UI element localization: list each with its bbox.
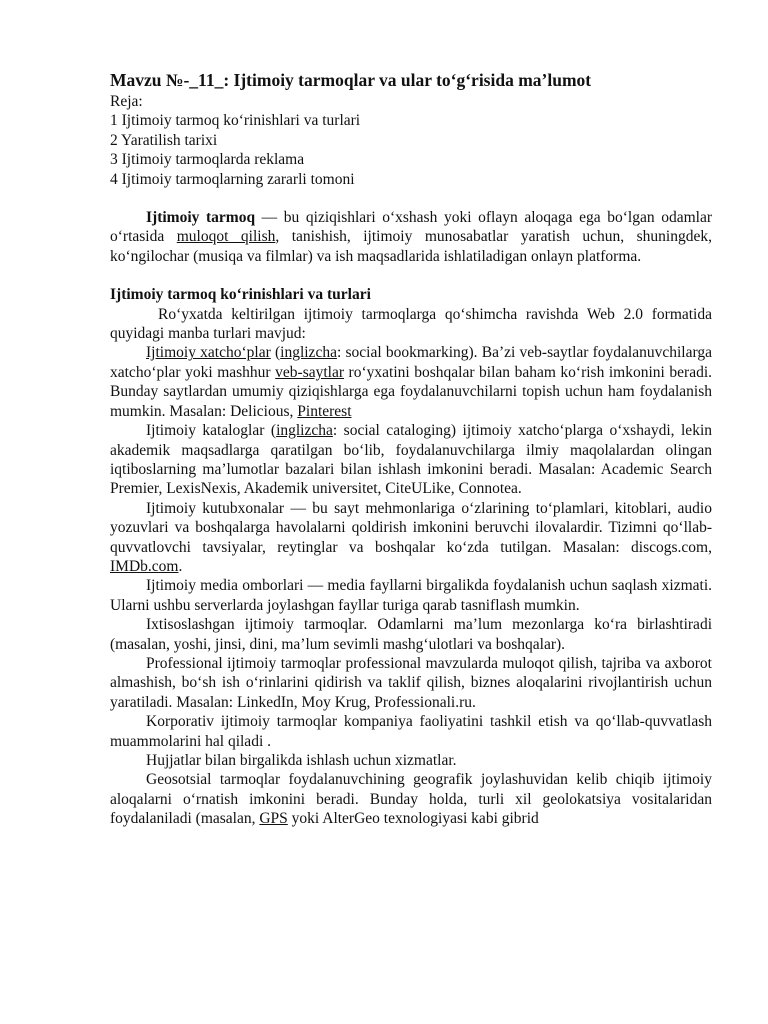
english-link[interactable]: inglizcha — [280, 344, 337, 362]
plan — [110, 92, 712, 189]
gps-link[interactable]: GPS — [259, 810, 288, 828]
paragraph-professional: Professional ijtimoiy tarmoqlar professional mavzularda muloqot qilish, tajriba va axborot almashish, bo‘sh ish o‘rinlarini qidirish va taklif qilish, biznes aloqalarini rivojlantirish uchun yaratiladi. Masalan: LinkedIn, Moy Krug, Professionali.ru. — [110, 654, 712, 711]
plan-item: 2 Yaratilish tarixi — [110, 131, 218, 149]
paragraph-docs: Hujjatlar bilan birgalikda ishlash uchun xizmatlar. — [146, 752, 457, 769]
plan-item: 4 Ijtimoiy tarmoqlarning zararli tomoni — [110, 170, 355, 188]
english-link[interactable]: inglizcha — [276, 422, 333, 440]
paragraph-corporate: Korporativ ijtimoiy tarmoqlar kompaniya faoliyatini tashkil etish va qo‘llab-quvvatlash muammolarini hal qiladi . — [110, 713, 712, 750]
section-intro: Ro‘yxatda keltirilgan ijtimoiy tarmoqlarga qo‘shimcha ravishda Web 2.0 formatida quyidagi manba turlari mavjud: — [110, 305, 712, 343]
websites-link[interactable]: veb-saytlar — [275, 363, 345, 381]
definition-paragraph: Ijtimoiy tarmoq — bu qiziqishlari o‘xshash yoki oflayn aloqaga ega bo‘lgan odamlar o‘rtasida muloqot qilish, tanishish, ijtimoiy munosabatlar yaratish uchun, shuningdek, ko‘ngilochar (musiqa va filmlar) va ish maqsadlarida ishlatiladigan onlayn platforma. — [110, 209, 712, 265]
definition-term: Ijtimoiy tarmoq — [146, 209, 256, 227]
plan-item: 3 Ijtimoiy tarmoqlarda reklama — [110, 151, 305, 169]
document-page — [110, 68, 712, 829]
plan-label: Reja: — [110, 93, 143, 110]
plan-item: 1 Ijtimoiy tarmoq ko‘rinishlari va turlari — [110, 112, 361, 130]
paragraph-media: Ijtimoiy media omborlari — media fayllarni birgalikda foydalanish uchun saqlash xizmati. Ularni ushbu serverlarda joylashgan fayllar turiga qarab tasniflash mumkin. — [110, 577, 712, 614]
section-heading: Ijtimoiy tarmoq ko‘rinishlari va turlari — [110, 286, 371, 304]
paragraph-geo: Geosotsial tarmoqlar foydalanuvchining geografik joylashuvidan kelib chiqib ijtimoiy aloqalarni o‘rnatish imkonini beradi. Bunday holda, turli xil geolokatsiya vositalaridan foydalaniladi (masalan, GPS yoki AlterGeo texnologiyasi kabi gibrid — [110, 771, 712, 828]
muloqot-link[interactable]: muloqot qilish — [176, 228, 276, 246]
bookmarks-link[interactable]: Ijtimoiy xatcho‘plar — [146, 344, 271, 362]
paragraph-catalogs: Ijtimoiy kataloglar (inglizcha: social cataloging) ijtimoiy xatcho‘plarga o‘xshaydi, lekin akademik maqsadlarga qaratilgan bo‘lib, foydalanuvchilarga ilmiy maqolalardan olingan iqtiboslarning ma’lumotlar bazalari bilan ishlash imkonini beradi. Masalan: Academic Search Premier, LexisNexis, Akademik universitet, CiteULike, Connotea. — [110, 422, 712, 498]
paragraph-specialized: Ixtisoslashgan ijtimoiy tarmoqlar. Odamlarni ma’lum mezonlarga ko‘ra birlashtiradi (masalan, yoshi, jinsi, dini, ma’lum sevimli mashg‘ulotlari va boshqalar). — [110, 616, 712, 653]
paragraph-libraries: Ijtimoiy kutubxonalar — bu sayt mehmonlariga o‘zlarining to‘plamlari, kitoblari, audio yozuvlari va boshqalarga havolalarni qoldirish imkonini beruvchi ilovalardir. Tizimni qo‘llab-quvvatlovchi tavsiyalar, reytinglar va boshqalar ko‘zda tutilgan. Masalan: discogs.com, IMDb.com. — [110, 499, 712, 575]
imdb-link[interactable]: IMDb.com — [110, 557, 179, 575]
page-title: Mavzu №-_11_: Ijtimoiy tarmoqlar va ular to‘g‘risida ma’lumot — [110, 70, 592, 90]
paragraph-bookmarks: Ijtimoiy xatcho‘plar (inglizcha: social bookmarking). Ba’zi veb-saytlar foydalanuvchilarga xatcho‘plar yoki mashhur veb-saytlar ro‘yxatini boshqalar bilan baham ko‘rish imkonini beradi. Bunday saytlardan umumiy qiziqishlarga ega foydalanuvchilarni topish uchun ham foydalanish mumkin. Masalan: Delicious, Pinterest — [110, 344, 713, 420]
pinterest-link[interactable]: Pinterest — [297, 402, 352, 420]
